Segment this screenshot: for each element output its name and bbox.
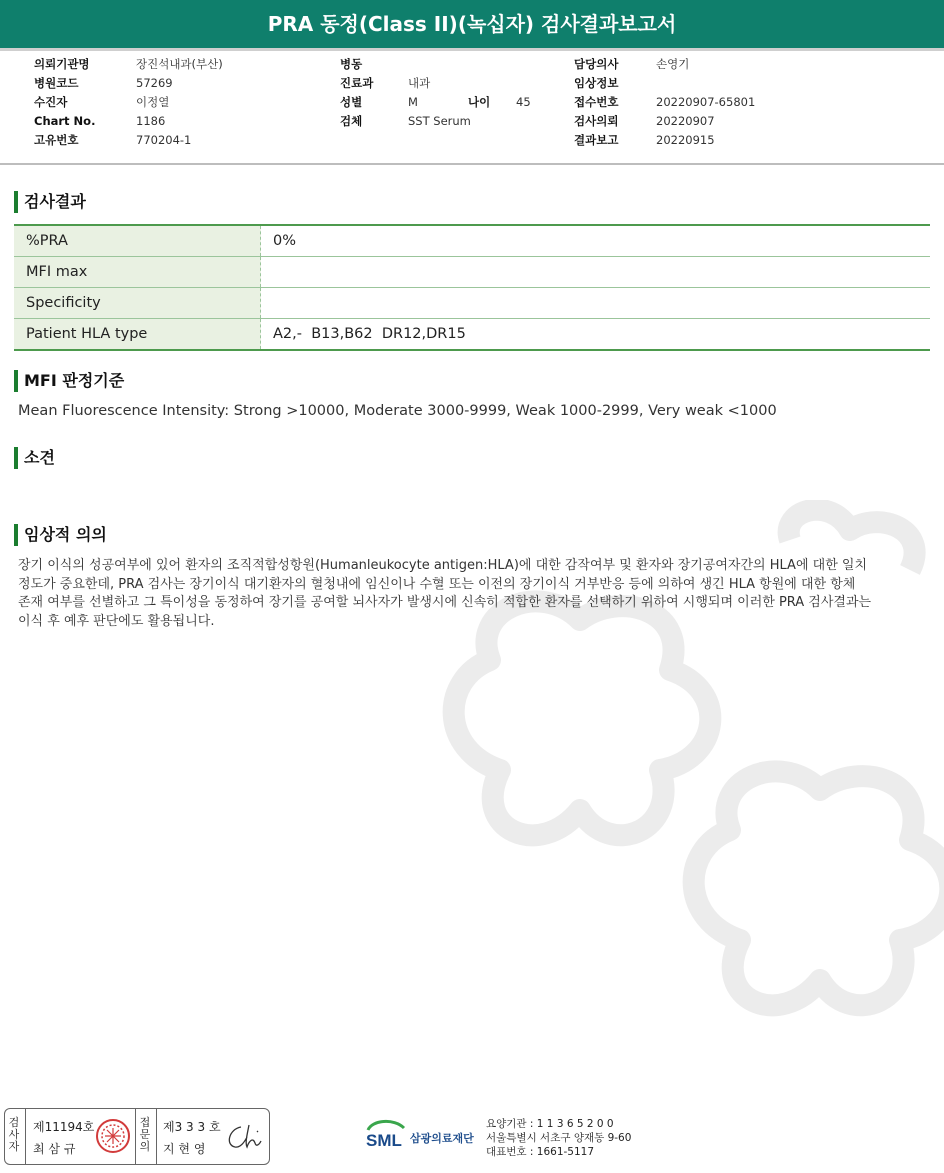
table-row <box>14 257 930 288</box>
foundation-name: 삼광의료재단 <box>410 1132 474 1145</box>
sml-logo-icon <box>364 1116 408 1152</box>
info-label: 검사의뢰 <box>574 114 619 128</box>
divider <box>25 1109 26 1164</box>
signature-box <box>4 1108 270 1165</box>
info-label: 담당의사 <box>574 57 619 71</box>
institution-line: 서울특별시 서초구 양재동 9-60 <box>486 1132 632 1144</box>
table-row <box>14 319 930 351</box>
institution-info <box>486 1117 631 1159</box>
info-label: 성별 <box>340 95 363 109</box>
info-label: 병동 <box>340 57 363 71</box>
result-label: Patient HLA type <box>14 319 261 351</box>
results-table <box>14 224 930 351</box>
result-value: A2,- B13,B62 DR12,DR15 <box>261 319 931 351</box>
clinical-line: 이식 후 예후 판단에도 활용됩니다. <box>18 613 215 629</box>
info-label: 고유번호 <box>34 133 79 147</box>
info-value: SST Serum <box>408 114 471 128</box>
approver-license-no: 제3 3 3 호 <box>163 1120 221 1134</box>
info-label: 의뢰기관명 <box>34 57 90 71</box>
opinion-section-title: 소견 <box>14 447 55 469</box>
info-label: 검체 <box>340 114 363 128</box>
clinical-line: 존재 여부를 선별하고 그 특이성을 동정하여 장기를 공여할 뇌사자가 발생시에 신속히 적합한 환자를 선택하기 위하여 시행되며 이러한 PRA 검사결과는 <box>18 595 872 610</box>
table-row <box>14 288 930 319</box>
report-title: PRA 동정(Class II)(녹십자) 검사결과보고서 <box>267 12 677 36</box>
info-value: 20220907-65801 <box>656 95 756 109</box>
divider <box>156 1109 157 1164</box>
examiner-license-no: 제11194호 <box>33 1120 95 1134</box>
result-value <box>261 257 931 288</box>
info-label: 병원코드 <box>34 76 79 90</box>
info-value: 770204-1 <box>136 133 192 147</box>
mfi-criteria-text: Mean Fluorescence Intensity: Strong >10000, Moderate 3000-9999, Weak 1000-2999, Very weak <1000 <box>18 403 777 419</box>
info-value: 20220907 <box>656 114 715 128</box>
info-label: Chart No. <box>34 114 96 128</box>
signature-icon <box>223 1121 263 1153</box>
info-value: 이정열 <box>136 95 170 109</box>
info-value: 1186 <box>136 114 166 128</box>
info-value: M <box>408 95 418 109</box>
info-col-1 <box>34 55 223 150</box>
info-label: 임상정보 <box>574 76 619 90</box>
mfi-section-title: MFI 판정기준 <box>14 370 124 392</box>
clinical-section-title: 임상적 의의 <box>14 524 107 546</box>
info-col-2 <box>340 55 531 131</box>
info-value: 20220915 <box>656 133 715 147</box>
institution-line: 요양기관 : 1 1 3 6 5 2 0 0 <box>486 1118 614 1130</box>
result-label: Specificity <box>14 288 261 319</box>
clinical-line: 장기 이식의 성공여부에 있어 환자의 조직적합성항원(Humanleukocyte antigen:HLA)에 대한 감작여부 및 환자와 장기공여자간의 HLA에 대한 일치 <box>18 558 867 573</box>
age-value: 45 <box>516 95 531 109</box>
clinical-line: 정도가 중요한데, PRA 검사는 장기이식 대기환자의 혈청내에 임신이나 수혈 또는 이전의 장기이식 거부반응 등에 의하여 생긴 HLA 항원에 대한 항체 <box>18 576 856 592</box>
examiner-label: 검 사 자 <box>8 1116 20 1153</box>
info-separator <box>0 163 944 165</box>
age-label: 나이 <box>468 95 491 109</box>
result-value: 0% <box>261 225 931 257</box>
info-col-3 <box>574 55 755 150</box>
result-label: %PRA <box>14 225 261 257</box>
table-row <box>14 225 930 257</box>
approver-name: 지 현 영 <box>163 1142 206 1156</box>
result-value <box>261 288 931 319</box>
info-label: 진료과 <box>340 76 374 90</box>
info-value: 내과 <box>408 76 431 90</box>
info-label: 접수번호 <box>574 95 619 109</box>
sml-logo-text: SML <box>366 1131 402 1150</box>
info-label: 수진자 <box>34 95 68 109</box>
clinical-significance-text <box>18 557 928 631</box>
info-value: 장진석내과(부산) <box>136 57 223 71</box>
institution-line: 대표번호 : 1661-5117 <box>486 1146 595 1158</box>
result-label: MFI max <box>14 257 261 288</box>
info-value: 57269 <box>136 76 173 90</box>
approver-label: 접 문 의 <box>139 1116 151 1153</box>
info-label: 결과보고 <box>574 133 619 147</box>
results-section-title: 검사결과 <box>14 191 86 213</box>
divider <box>135 1109 136 1164</box>
info-value: 손영기 <box>656 57 690 71</box>
examiner-name: 최 삼 규 <box>33 1142 76 1156</box>
official-seal-icon <box>95 1118 131 1154</box>
